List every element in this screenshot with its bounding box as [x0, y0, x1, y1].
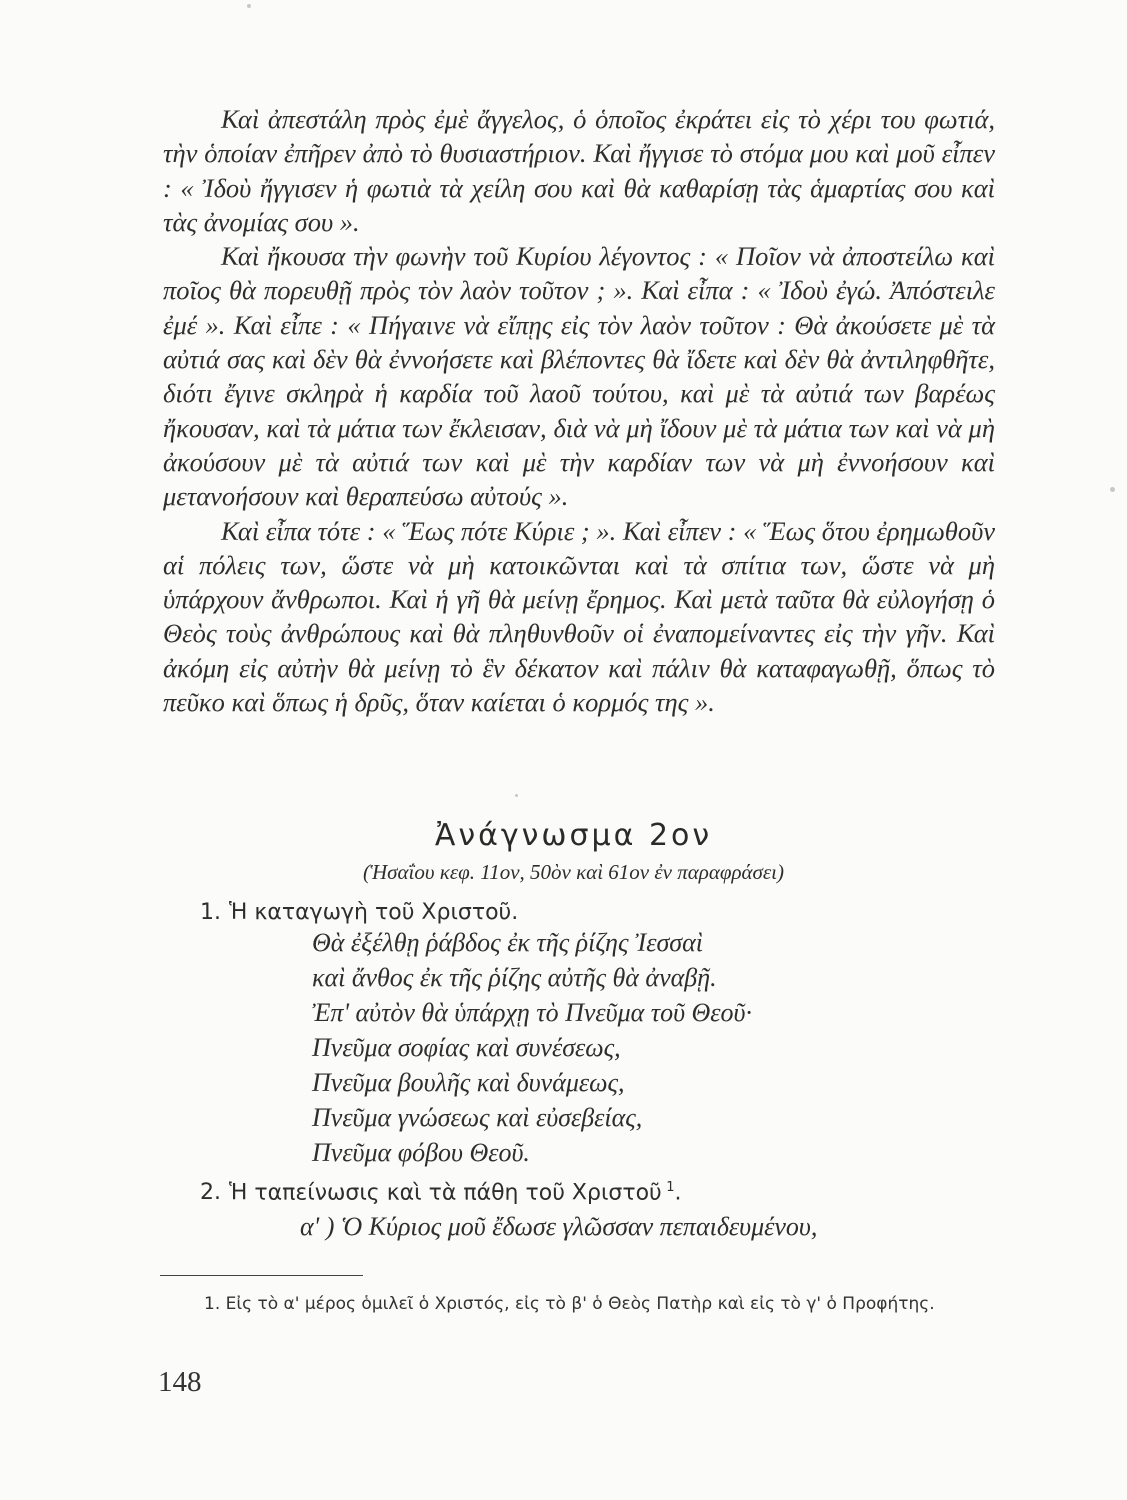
verse-line: Πνεῦμα βουλῆς καὶ δυνάμεως, — [312, 1068, 625, 1097]
paragraph-2: Καὶ ἤκουσα τὴν φωνὴν τοῦ Κυρίου λέγοντος : « Ποῖον νὰ ἀποστείλω καὶ ποῖος θὰ πορευθῇ πρὸς τὸν λαὸν τοῦτον ; ». Καὶ εἶπα : « Ἰδοὺ ἐγώ. Ἀπόστειλε ἐμέ ». Καὶ εἶπε : « Πήγαινε νὰ εἴπῃς εἰς τὸν λαὸν τοῦτον : Θὰ ἀκούσετε μὲ τὰ αὐτιά σας καὶ δὲν θὰ ἐννοήσετε καὶ βλέποντες θὰ ἴδετε καὶ δὲν θὰ ἀντιληφθῆτε, διότι ἔγινε σκληρὰ ἡ καρδία τοῦ λαοῦ τούτου, καὶ μὲ τὰ αὐτιά των βαρέως ἤκουσαν, καὶ τὰ μάτια των ἔκλεισαν, διὰ νὰ μὴ ἴδουν μὲ τὰ μάτια των καὶ νὰ μὴ ἀκούσουν μὲ τὰ αὐτιά των καὶ μὲ τὴν καρδίαν των νὰ μὴ ἐννοήσουν καὶ μετανοήσουν καὶ θεραπεύσω αὐτούς ». — [163, 241, 995, 512]
footnote-text: Εἰς τὸ α' μέρος ὁμιλεῖ ὁ Χριστός, εἰς τὸ β' ὁ Θεὸς Πατὴρ καὶ εἰς τὸ γ' ὁ Προφήτης. — [225, 1294, 935, 1314]
verse-list — [312, 925, 752, 1170]
section-title-end: . — [674, 1180, 682, 1206]
section-number: 1. — [200, 900, 221, 925]
body-text — [163, 102, 995, 719]
footnote-divider — [160, 1275, 363, 1276]
verse-line: Πνεῦμα φόβου Θεοῦ. — [312, 1138, 530, 1167]
verse-line: Πνεῦμα σοφίας καὶ συνέσεως, — [312, 1033, 621, 1062]
section-number: 2. — [200, 1180, 221, 1206]
verse-2a: α' ) Ὁ Κύριος μοῦ ἔδωσε γλῶσσαν πεπαιδευμένου, — [300, 1212, 818, 1241]
reading-subheading: (Ἡσαΐου κεφ. 11ον, 50ὸν καὶ 61ον ἐν παραφράσει) — [362, 860, 785, 884]
reading-heading: Ἀνάγνωσμα 2ον — [434, 818, 713, 853]
section-1-title — [200, 900, 518, 925]
paper-speck — [515, 794, 518, 797]
verse-line: καὶ ἄνθος ἐκ τῆς ῥίζης αὐτῆς θὰ ἀναβῇ. — [312, 963, 717, 992]
footnote — [160, 1290, 995, 1318]
paragraph-3: Καὶ εἶπα τότε : « Ἕως πότε Κύριε ; ». Καὶ εἶπεν : « Ἕως ὅτου ἐρημωθοῦν αἱ πόλεις των, ὥστε νὰ μὴ κατοικῶνται καὶ τὰ σπίτια των, ὥστε νὰ μὴ ὑπάρχουν ἄνθρωποι. Καὶ ἡ γῆ θὰ μείνῃ ἔρημος. Καὶ μετὰ ταῦτα θὰ εὐλογήσῃ ὁ Θεὸς τοὺς ἀνθρώπους καὶ θὰ πληθυνθοῦν οἱ ἐναπομείναντες εἰς τὴν γῆν. Καὶ ἀκόμη εἰς αὐτὴν θὰ μείνῃ τὸ ἓν δέκατον καὶ πάλιν θὰ καταφαγωθῇ, ὅπως τὸ πεῦκο καὶ ὅπως ἡ δρῦς, ὅταν καίεται ὁ κορμός της ». — [163, 515, 995, 718]
footnote-reference[interactable]: 1 — [666, 1180, 675, 1195]
section-title-text: Ἡ ταπείνωσις καὶ τὰ πάθη τοῦ Χριστοῦ — [229, 1180, 662, 1206]
verse-line: Ἐπ' αὐτὸν θὰ ὑπάρχῃ τὸ Πνεῦμα τοῦ Θεοῦ· — [312, 998, 752, 1027]
verse-line: Πνεῦμα γνώσεως καὶ εὐσεβείας, — [312, 1103, 643, 1132]
page-number: 148 — [158, 1366, 202, 1398]
section-2-title — [200, 1180, 681, 1205]
section-title-text: Ἡ καταγωγὴ τοῦ Χριστοῦ. — [229, 900, 519, 925]
paragraph-1: Καὶ ἀπεστάλη πρὸς ἐμὲ ἄγγελος, ὁ ὁποῖος ἐκράτει εἰς τὸ χέρι του φωτιά, τὴν ὁποίαν ἐπῆρεν ἀπὸ τὸ θυσιαστήριον. Καὶ ἤγγισε τὸ στόμα μου καὶ μοῦ εἶπεν : « Ἰδοὺ ἤγγισεν ἡ φωτιὰ τὰ χείλη σου καὶ θὰ καθαρίσῃ τὰς ἁμαρτίας σου καὶ τὰς ἀνομίας σου ». — [163, 104, 995, 237]
verse-line: Θὰ ἐξέλθῃ ῥάβδος ἐκ τῆς ῥίζης Ἰεσσαὶ — [312, 928, 703, 957]
paper-speck — [247, 4, 251, 8]
footnote-marker: 1. — [204, 1294, 221, 1314]
paper-speck — [1110, 487, 1115, 492]
